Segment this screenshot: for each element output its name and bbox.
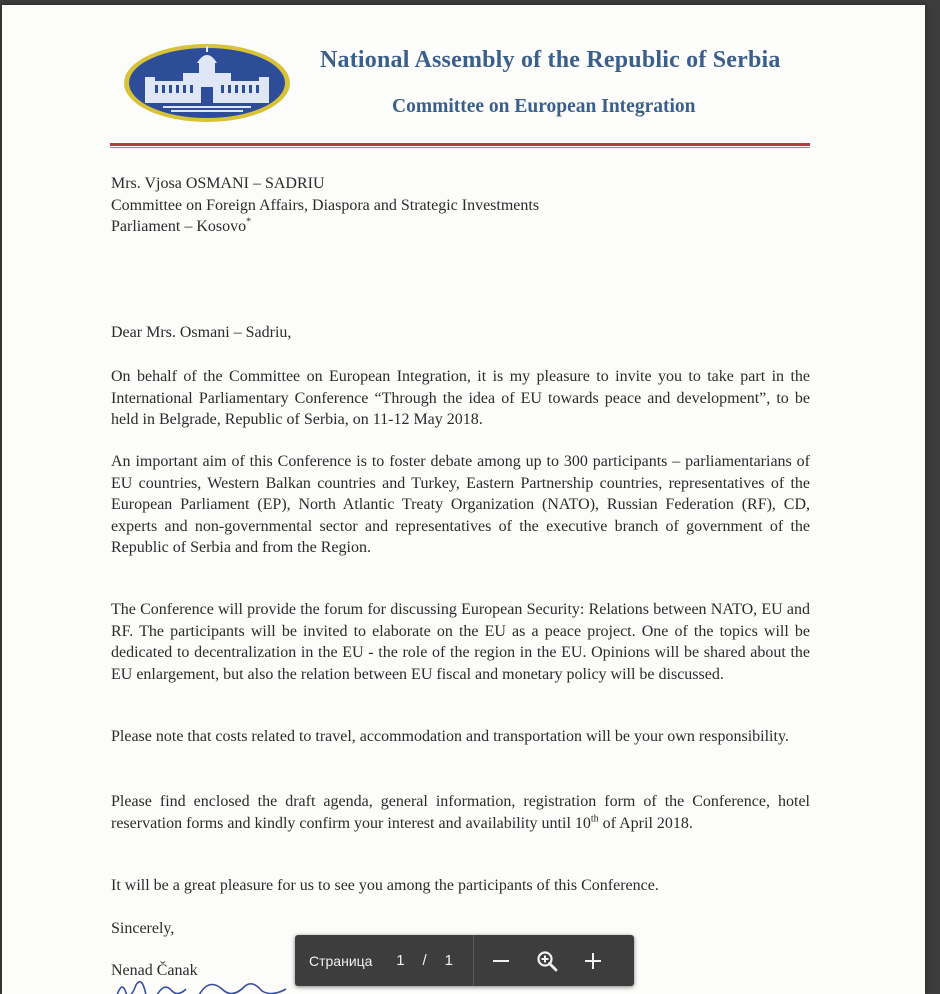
minus-icon bbox=[491, 951, 511, 971]
zoom-icon bbox=[536, 950, 558, 972]
paragraph-enclosures bbox=[111, 791, 810, 834]
letterhead-title: National Assembly of the Republic of Serbia bbox=[320, 47, 781, 73]
zoom-reset-button[interactable] bbox=[524, 935, 570, 986]
letterhead-subtitle: Committee on European Integration bbox=[392, 96, 696, 117]
recipient-committee: Committee on Foreign Affairs, Diaspora and Strategic Investments bbox=[111, 196, 540, 214]
zoom-in-button[interactable] bbox=[570, 935, 616, 986]
paragraph-forum: The Conference will provide the forum for discussing European Security: Relations between NATO, EU and RF. The participants will be invited to elaborate on the EU as a peace project. One of the topics will be dedicated to decentralization in the EU - the role of the region in the EU. Opinions will be shared about the EU enlargement, but also the relation between EU fiscal and monetary policy will be discussed. bbox=[111, 601, 810, 683]
enclosures-date: of April 2018. bbox=[598, 814, 693, 832]
page-label: Страница bbox=[309, 952, 373, 969]
total-pages: 1 bbox=[444, 952, 453, 969]
toolbar-divider bbox=[473, 935, 474, 986]
letterhead-red-rule bbox=[110, 143, 810, 146]
paragraph-aim: An important aim of this Conference is to foster debate among up to 300 participants – parliamentarians of EU countries, Western Balkan countries and Turkey, Eastern Partnership countries, representatives of the European Parliament (EP), North Atlantic Treaty Organization (NATO), Russian Federation (RF), CD, experts and non-governmental sector and representatives of the executive branch of government of the Republic of Serbia and from the Region. bbox=[111, 453, 810, 556]
plus-icon bbox=[583, 951, 603, 971]
closing: Sincerely, bbox=[111, 920, 175, 937]
salutation: Dear Mrs. Osmani – Sadriu, bbox=[111, 324, 292, 341]
national-assembly-logo bbox=[123, 43, 291, 123]
current-page-input[interactable]: 1 bbox=[396, 952, 405, 969]
recipient-parliament-text: Parliament – Kosovo bbox=[111, 218, 247, 235]
document-page bbox=[2, 5, 925, 994]
zoom-out-button[interactable] bbox=[478, 935, 524, 986]
recipient-parliament bbox=[111, 216, 810, 238]
signer-name: Nenad Čanak bbox=[111, 962, 198, 979]
letterhead-grey-rule bbox=[110, 147, 810, 148]
paragraph-invitation: On behalf of the Committee on European Integration, it is my pleasure to invite you to take part in the International Parliamentary Conference “Through the idea of EU towards peace and development”, to be held in Belgrade, Republic of Serbia, on 11-12 May 2018. bbox=[111, 368, 810, 428]
paragraph-pleasure: It will be a great pleasure for us to see you among the participants of this Conference. bbox=[111, 877, 659, 894]
paragraph-costs: Please note that costs related to travel, accommodation and transportation will be your own responsibility. bbox=[111, 728, 789, 745]
recipient-name: Mrs. Vjosa OSMANI – SADRIU bbox=[111, 175, 325, 192]
recipient-address bbox=[111, 173, 810, 238]
recipient-parliament-mark: * bbox=[246, 216, 252, 228]
pdf-viewer-toolbar bbox=[295, 935, 634, 986]
handwritten-signature bbox=[112, 971, 302, 994]
page-separator: / bbox=[422, 952, 427, 969]
enclosures-text: Please find enclosed the draft agenda, general information, registration form of the Conference, hotel reservation forms and kindly confirm your interest and availability until 10 bbox=[111, 793, 810, 832]
enclosures-ordinal: th bbox=[590, 813, 599, 825]
